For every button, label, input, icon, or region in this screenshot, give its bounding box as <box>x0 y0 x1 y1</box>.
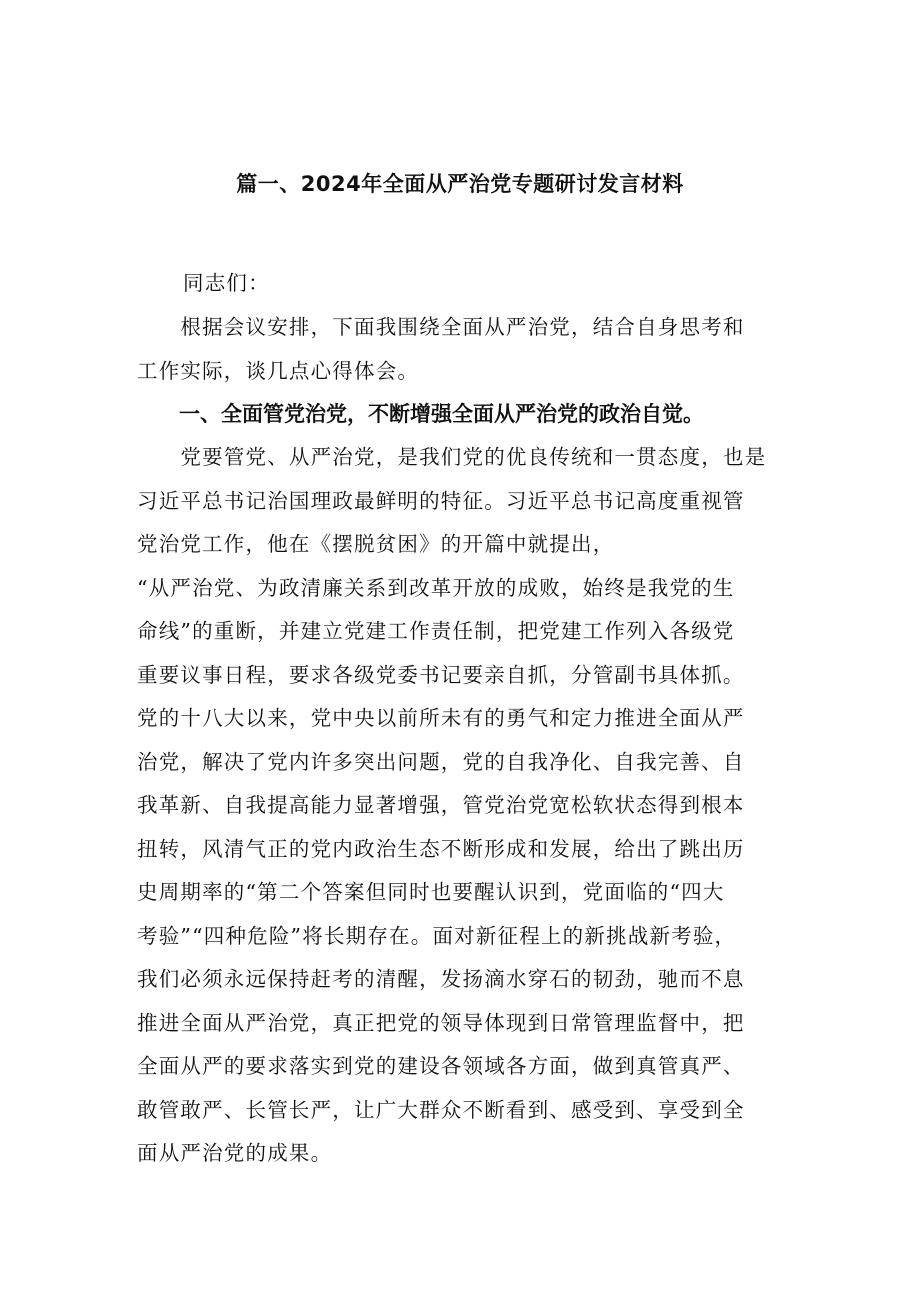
paragraph-line: 党治党工作，他在《摆脱贫困》的开篇中就提出， <box>137 532 615 556</box>
paragraph-line: “从严治党、为政清廉关系到改革开放的成败，始终是我党的生 <box>137 575 735 600</box>
paragraph-line: 党的十八大以来，党中央以前所未有的勇气和定力推进全面从严 <box>137 706 745 730</box>
paragraph-line: 史周期率的“第二个答案但同时也要醒认识到，党面临的“四大 <box>137 880 725 904</box>
paragraph-line: 面从严治党的成果。 <box>137 1141 333 1165</box>
paragraph-line: 全面从严的要求落实到党的建设各领域各方面，做到真管真严、 <box>137 1054 745 1078</box>
paragraph-line: 命线”的重断，并建立党建工作责任制，把党建工作列入各级党 <box>137 619 735 643</box>
salutation-block <box>137 262 797 306</box>
paragraph-line: 敢管敢严、长管长严，让广大群众不断看到、感受到、享受到全 <box>137 1097 745 1122</box>
intro-line: 工作实际，谈几点心得体会。 <box>137 358 420 383</box>
paragraph-1 <box>137 436 797 1176</box>
salutation: 同志们： <box>183 271 270 295</box>
paragraph-line: 治党，解决了党内许多突出问题，党的自我净化、自我完善、自 <box>137 749 745 774</box>
paragraph-line: 习近平总书记治国理政最鲜明的特征。习近平总书记高度重视管 <box>137 488 745 513</box>
paragraph-line: 党要管党、从严治党，是我们党的优良传统和一贯态度，也是 <box>137 445 767 469</box>
document-title: 篇一、2024年全面从严治党专题研讨发言材料 <box>236 172 684 196</box>
paragraph-line: 重要议事日程，要求各级党委书记要亲自抓，分管副书具体抓。 <box>137 662 745 687</box>
paragraph-line: 扭转，风清气正的党内政治生态不断形成和发展，给出了跳出历 <box>137 836 745 861</box>
paragraph-line: 我革新、自我提高能力显著增强，管党治党宽松软状态得到根本 <box>137 793 745 817</box>
intro-paragraph <box>137 306 797 393</box>
paragraph-line: 推进全面从严治党，真正把党的领导体现到日常管理监督中，把 <box>137 1010 745 1035</box>
paragraph-line: 考验”“四种危险”将长期存在。面对新征程上的新挑战新考验， <box>137 923 737 948</box>
paragraph-line: 我们必须永远保持赶考的清醒，发扬滴水穿石的韧劲，驰而不息 <box>137 967 745 991</box>
intro-line: 根据会议安排，下面我围绕全面从严治党，结合自身思考和 <box>137 315 745 339</box>
section-heading-1: 一、全面管党治党，不断增强全面从严治党的政治自觉。 <box>137 402 704 426</box>
